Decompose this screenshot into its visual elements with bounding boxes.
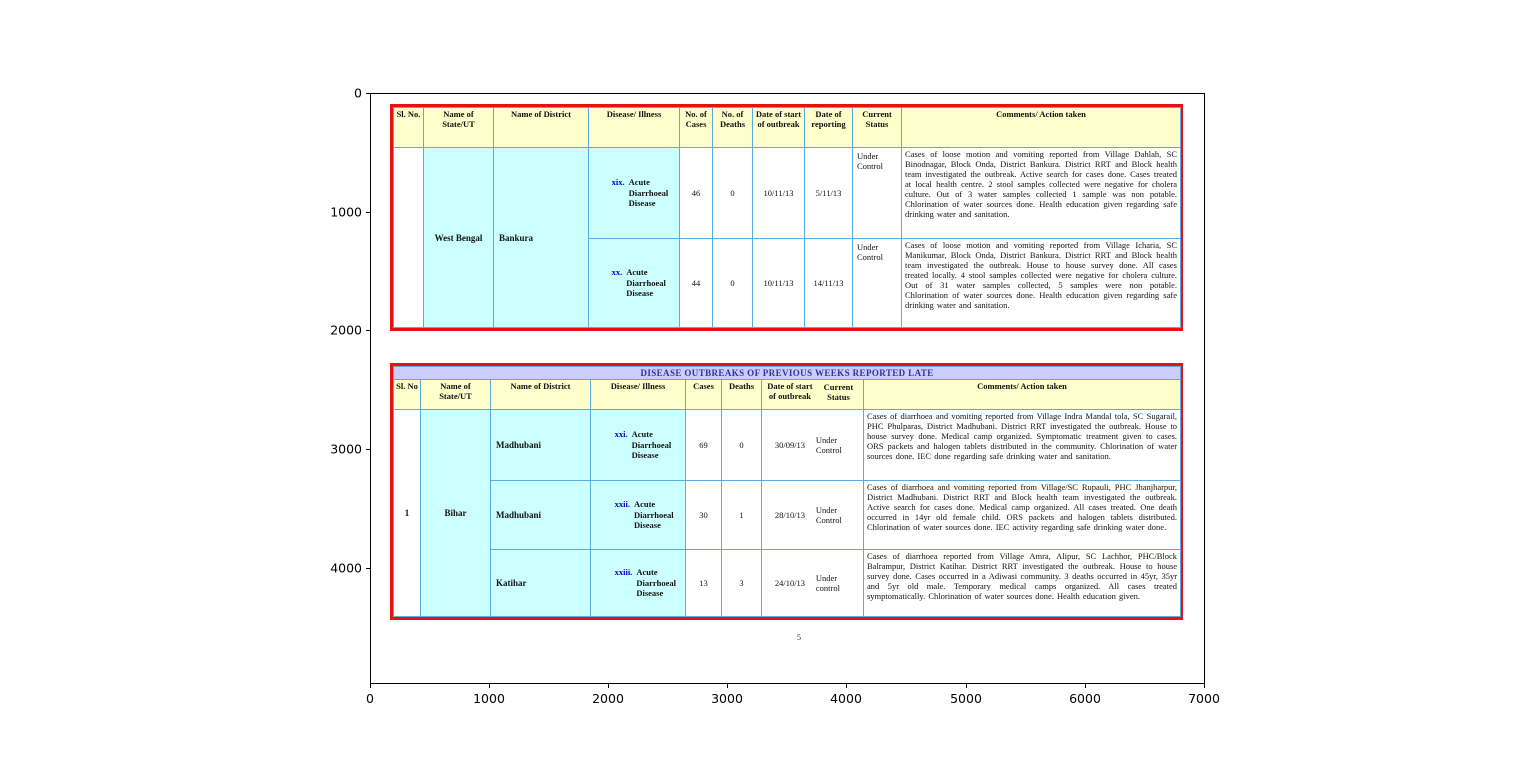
page-number: 5 bbox=[797, 633, 801, 642]
header-disease: Disease/ Illness bbox=[591, 380, 686, 410]
table-header-row bbox=[394, 108, 1181, 148]
cell-comments: Cases of diarrhoea reported from Village Amra, Alipur, SC Lachhor, PHC/Block Balrampur, District Katihar. District RRT investigated the outbreak. House to house survey done. Cases occurred in a Adiwasi community. 3 deaths occurred in 45yr, 35yr and 5yr old male. Temporary medical camps organized. All cases treated symptomatically. Chlorination of water sources done. Health education given. bbox=[864, 550, 1181, 617]
x-tick-mark bbox=[966, 684, 967, 688]
y-tick-mark bbox=[366, 568, 370, 569]
disease-name: Acute Diarrhoeal Disease bbox=[631, 429, 672, 461]
table-header-row bbox=[394, 380, 1181, 410]
header-date-start: Date of start of outbreak bbox=[767, 381, 813, 401]
table-row bbox=[394, 481, 1181, 550]
x-axis-tick-label: 4000 bbox=[830, 691, 862, 706]
x-axis-tick-label: 2000 bbox=[592, 691, 624, 706]
cell-state: Bihar bbox=[421, 410, 491, 617]
cell-comments: Cases of diarrhoea and vomiting reported from Village Indra Mandal tola, SC Sugarail, PHC Phulparas, District Madhubani. District RRT investigated the outbreak. House to house survey done. Medical camp organized. Symptomatic treatment given to cases. ORS packets and halogen tablets distributed in the community. Chlorination of water sources done. IEC done regarding safe drinking water and sanitation. bbox=[864, 410, 1181, 481]
table-row bbox=[394, 410, 1181, 481]
cell-cases: 46 bbox=[680, 148, 713, 239]
cell-district: Bankura bbox=[494, 148, 589, 328]
header-state: Name of State/UT bbox=[421, 380, 491, 410]
cell-date-start: 28/10/13 bbox=[774, 510, 806, 520]
cell-comments: Cases of loose motion and vomiting reported from Village Icharia, SC Manikumar, Block Onda, District Bankura. District RRT and Block health team investigated the outbreak. House to house survey done. All cases treated locally. 4 stool samples collected were negative for cholera culture. Out of 31 water samples collected, 5 samples were non potable. Chlorination of water sources done. Health education given regarding safe drinking water and sanitation. bbox=[902, 239, 1181, 328]
x-tick-mark bbox=[727, 684, 728, 688]
table-banner-row bbox=[394, 367, 1181, 380]
disease-serial-number: xix. bbox=[611, 177, 625, 188]
cell-date-start: 10/11/13 bbox=[753, 148, 805, 239]
cell-cases: 44 bbox=[680, 239, 713, 328]
cell-status: Under Control bbox=[853, 148, 902, 239]
cell-deaths: 0 bbox=[722, 410, 762, 481]
x-tick-mark bbox=[608, 684, 609, 688]
x-axis-tick-label: 5000 bbox=[950, 691, 982, 706]
header-date-reporting: Date of reporting bbox=[805, 108, 853, 148]
cell-date-start-and-status bbox=[762, 550, 864, 617]
header-disease: Disease/ Illness bbox=[589, 108, 680, 148]
y-tick-mark bbox=[366, 212, 370, 213]
x-axis-tick-label: 6000 bbox=[1069, 691, 1101, 706]
cell-date-start: 10/11/13 bbox=[753, 239, 805, 328]
y-tick-mark bbox=[366, 93, 370, 94]
header-date-start: Date of start of outbreak bbox=[753, 108, 805, 148]
header-state: Name of State/UT bbox=[424, 108, 494, 148]
cell-date-reporting: 14/11/13 bbox=[805, 239, 853, 328]
header-date-start-and-status bbox=[762, 380, 864, 410]
header-sl-no: Sl. No. bbox=[394, 108, 424, 148]
cell-status: Under control bbox=[815, 572, 840, 593]
cell-cases: 13 bbox=[686, 550, 722, 617]
table-row bbox=[394, 550, 1181, 617]
y-axis-tick-label: 0 bbox=[354, 85, 362, 101]
cell-date-reporting: 5/11/13 bbox=[805, 148, 853, 239]
cell-cases: 69 bbox=[686, 410, 722, 481]
cell-disease bbox=[589, 239, 680, 328]
disease-serial-number: xx. bbox=[611, 267, 623, 278]
cell-deaths: 3 bbox=[722, 550, 762, 617]
table-title: DISEASE OUTBREAKS OF PREVIOUS WEEKS REPORTED LATE bbox=[394, 367, 1181, 380]
cell-district: Madhubani bbox=[491, 410, 591, 481]
cell-comments: Cases of diarrhoea and vomiting reported from Village/SC Rupauli, PHC Jhanjharpur, District Madhubani. District RRT and Block health team investigated the outbreak. Active search for cases done. Medical camp organized. All cases treated. One death occurred in 14yr old female child. ORS packets and halogen tablets distributed. Chlorination of water sources done. IEC activity regarding safe drinking water done. bbox=[864, 481, 1181, 550]
cell-status: Under Control bbox=[815, 434, 842, 455]
header-deaths: Deaths bbox=[722, 380, 762, 410]
x-axis-tick-label: 1000 bbox=[473, 691, 505, 706]
cell-deaths: 0 bbox=[713, 239, 753, 328]
cell-status: Under Control bbox=[853, 239, 902, 328]
disease-serial-number: xxii. bbox=[614, 499, 630, 510]
cell-date-start-and-status bbox=[762, 481, 864, 550]
disease-name: Acute Diarrhoeal Disease bbox=[628, 177, 669, 209]
cell-state: West Bengal bbox=[424, 148, 494, 328]
cell-district: Madhubani bbox=[491, 481, 591, 550]
y-axis-tick-label: 2000 bbox=[330, 322, 362, 338]
header-status: Current Status bbox=[823, 382, 854, 403]
disease-name: Acute Diarrhoeal Disease bbox=[626, 267, 666, 299]
header-comments: Comments/ Action taken bbox=[864, 380, 1181, 410]
header-status: Current Status bbox=[853, 108, 902, 148]
y-tick-mark bbox=[366, 449, 370, 450]
outbreak-table-previous-weeks bbox=[390, 363, 1183, 620]
cell-deaths: 0 bbox=[713, 148, 753, 239]
cell-disease bbox=[589, 148, 680, 239]
disease-serial-number: xxi. bbox=[614, 429, 628, 440]
cell-disease bbox=[591, 410, 686, 481]
y-axis-tick-label: 1000 bbox=[330, 204, 362, 220]
x-axis-tick-label: 3000 bbox=[711, 691, 743, 706]
cell-disease bbox=[591, 550, 686, 617]
disease-name: Acute Diarrhoeal Disease bbox=[633, 499, 674, 531]
header-comments: Comments/ Action taken bbox=[902, 108, 1181, 148]
x-tick-mark bbox=[370, 684, 371, 688]
cell-date-start: 24/10/13 bbox=[774, 578, 806, 588]
cell-date-start-and-status bbox=[762, 410, 864, 481]
x-tick-mark bbox=[846, 684, 847, 688]
header-cases: No. of Cases bbox=[680, 108, 713, 148]
cell-status: Under Control bbox=[815, 504, 842, 525]
header-sl-no: Sl. No bbox=[394, 380, 421, 410]
cell-sl-no: 1 bbox=[394, 410, 421, 617]
cell-district: Katihar bbox=[491, 550, 591, 617]
y-axis-tick-label: 4000 bbox=[330, 560, 362, 576]
cell-date-start: 30/09/13 bbox=[774, 440, 806, 450]
cell-disease bbox=[591, 481, 686, 550]
y-tick-mark bbox=[366, 330, 370, 331]
y-axis-tick-label: 3000 bbox=[330, 441, 362, 457]
cell-comments: Cases of loose motion and vomiting reported from Village Dahlah, SC Binodnagar, Block Onda, District Bankura. District RRT and Block health team investigated the outbreak. Active search for cases done. Cases treated at local health centre. 2 stool samples collected were negative for cholera culture. Out of 3 water samples collected 1 sample was non potable. Chlorination of water sources done. Health education given regarding safe drinking water and sanitation. bbox=[902, 148, 1181, 239]
x-axis-tick-label: 7000 bbox=[1188, 691, 1220, 706]
x-tick-mark bbox=[489, 684, 490, 688]
outbreak-table-current-week bbox=[390, 104, 1183, 331]
header-deaths: No. of Deaths bbox=[713, 108, 753, 148]
header-district: Name of District bbox=[491, 380, 591, 410]
header-district: Name of District bbox=[494, 108, 589, 148]
x-tick-mark bbox=[1085, 684, 1086, 688]
cell-cases: 30 bbox=[686, 481, 722, 550]
header-cases: Cases bbox=[686, 380, 722, 410]
x-tick-mark bbox=[1204, 684, 1205, 688]
x-axis-tick-label: 0 bbox=[366, 691, 374, 706]
cell-deaths: 1 bbox=[722, 481, 762, 550]
table-row bbox=[394, 148, 1181, 239]
cell-sl-no bbox=[394, 148, 424, 328]
disease-name: Acute Diarrhoeal Disease bbox=[636, 567, 676, 599]
disease-serial-number: xxiii. bbox=[614, 567, 633, 578]
